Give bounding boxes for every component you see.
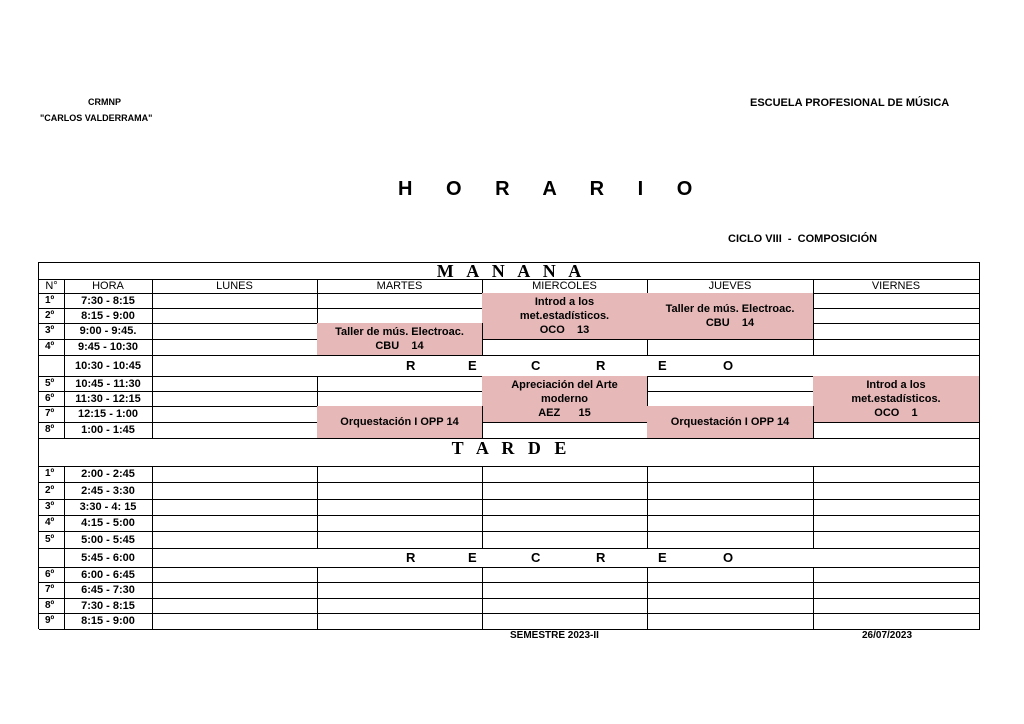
period-number: 6º [39, 567, 65, 583]
afternoon-section-title: T A R D E [39, 438, 980, 467]
empty-slot [482, 531, 648, 549]
period-hour: 8:15 - 9:00 [64, 308, 153, 324]
recreo-letter: E [468, 550, 477, 565]
recreo-letter: R [406, 550, 416, 565]
period-number: 4º [39, 515, 65, 532]
empty-slot [482, 339, 648, 356]
empty-slot [152, 293, 318, 309]
empty-slot [317, 376, 483, 392]
empty-slot [152, 422, 318, 439]
day-header-lunes: LUNES [152, 279, 318, 294]
course-miercoles-arte: Apreciación del Arte moderno AEZ 15 [482, 376, 648, 423]
period-number: 4º [39, 339, 65, 356]
empty-slot [647, 515, 814, 532]
page-title: H O R A R I O [398, 178, 707, 200]
empty-slot [813, 531, 980, 549]
period-number: 2º [39, 308, 65, 324]
period-hour: 8:15 - 9:00 [64, 613, 153, 630]
empty-slot [152, 582, 318, 599]
period-number: 1º [39, 293, 65, 309]
period-number: 9º [39, 613, 65, 630]
empty-slot [152, 499, 318, 516]
empty-slot [647, 339, 814, 356]
cycle-label: CICLO VIII - COMPOSICIÓN [728, 233, 878, 245]
recreo-letter: E [658, 550, 667, 565]
col-number-header: N° [39, 279, 65, 294]
empty-slot [482, 422, 648, 439]
empty-slot [482, 582, 648, 599]
empty-slot [152, 339, 318, 356]
empty-slot [647, 376, 814, 392]
recreo-letter: O [723, 358, 734, 373]
institution-code: CRMNP [88, 97, 121, 107]
recreo-letter: O [723, 550, 734, 565]
empty-slot [482, 567, 648, 583]
afternoon-recreo-row [152, 548, 980, 568]
period-hour: 7:30 - 8:15 [64, 598, 153, 614]
period-hour: 12:15 - 1:00 [64, 406, 153, 423]
empty-slot [482, 466, 648, 483]
course-martes-electroac: Taller de mús. Electroac. CBU 14 [317, 323, 483, 356]
empty-slot [647, 582, 814, 599]
empty-slot [647, 391, 814, 407]
recreo-letter: R [596, 358, 606, 373]
empty-slot [647, 466, 814, 483]
empty-slot [647, 531, 814, 549]
period-hour: 2:45 - 3:30 [64, 482, 153, 500]
period-hour: 9:45 - 10:30 [64, 339, 153, 356]
period-hour: 11:30 - 12:15 [64, 391, 153, 407]
empty-slot [317, 482, 483, 500]
schedule-table [38, 262, 980, 629]
empty-slot [152, 466, 318, 483]
empty-slot [317, 391, 483, 407]
empty-slot [482, 482, 648, 500]
period-hour: 9:00 - 9:45. [64, 323, 153, 340]
course-miercoles-estadisticos: Introd a los met.estadísticos. OCO 13 [482, 293, 648, 340]
empty-slot [813, 482, 980, 500]
empty-slot [317, 515, 483, 532]
period-number [39, 355, 65, 377]
empty-slot [317, 613, 483, 630]
empty-slot [152, 567, 318, 583]
recreo-letter: C [531, 550, 541, 565]
day-header-viernes: VIERNES [813, 279, 980, 294]
empty-slot [152, 308, 318, 324]
empty-slot [482, 613, 648, 630]
empty-slot [647, 598, 814, 614]
period-number: 5º [39, 531, 65, 549]
empty-slot [813, 308, 980, 324]
period-hour: 6:00 - 6:45 [64, 567, 153, 583]
period-hour: 4:15 - 5:00 [64, 515, 153, 532]
empty-slot [482, 598, 648, 614]
empty-slot [813, 422, 980, 439]
empty-slot [152, 376, 318, 392]
empty-slot [813, 567, 980, 583]
period-hour: 3:30 - 4: 15 [64, 499, 153, 516]
school-name: ESCUELA PROFESIONAL DE MÚSICA [750, 97, 950, 109]
course-jueves-orquestacion: Orquestación I OPP 14 [647, 406, 814, 439]
empty-slot [813, 582, 980, 599]
empty-slot [813, 515, 980, 532]
empty-slot [647, 613, 814, 630]
empty-slot [152, 323, 318, 340]
empty-slot [152, 613, 318, 630]
empty-slot [647, 482, 814, 500]
empty-slot [317, 582, 483, 599]
empty-slot [317, 308, 483, 324]
empty-slot [317, 466, 483, 483]
period-hour: 5:00 - 5:45 [64, 531, 153, 549]
empty-slot [813, 323, 980, 340]
recreo-letter: R [596, 550, 606, 565]
period-number: 7º [39, 406, 65, 423]
empty-slot [152, 391, 318, 407]
period-number: 2º [39, 482, 65, 500]
period-hour: 2:00 - 2:45 [64, 466, 153, 483]
date-label: 26/07/2023 [862, 630, 913, 641]
course-viernes-estadisticos: Introd a los met.estadísticos. OCO 1 [813, 376, 980, 423]
period-number: 1º [39, 466, 65, 483]
empty-slot [813, 466, 980, 483]
period-number [39, 548, 65, 568]
empty-slot [317, 567, 483, 583]
period-hour: 10:45 - 11:30 [64, 376, 153, 392]
period-number: 8º [39, 598, 65, 614]
semester-label: SEMESTRE 2023-II [510, 630, 599, 641]
recreo-letter: E [658, 358, 667, 373]
empty-slot [317, 293, 483, 309]
recreo-letter: E [468, 358, 477, 373]
period-hour: 5:45 - 6:00 [64, 548, 153, 568]
empty-slot [482, 515, 648, 532]
empty-slot [813, 613, 980, 630]
empty-slot [152, 598, 318, 614]
empty-slot [647, 567, 814, 583]
day-header-martes: MARTES [317, 279, 483, 294]
period-number: 3º [39, 499, 65, 516]
empty-slot [152, 406, 318, 423]
empty-slot [152, 482, 318, 500]
period-number: 5º [39, 376, 65, 392]
period-hour: 1:00 - 1:45 [64, 422, 153, 439]
empty-slot [317, 499, 483, 516]
empty-slot [813, 293, 980, 309]
course-martes-orquestacion: Orquestación I OPP 14 [317, 406, 483, 439]
period-hour: 7:30 - 8:15 [64, 293, 153, 309]
morning-recreo-row [152, 355, 980, 377]
empty-slot [813, 499, 980, 516]
morning-section-title: M A N A N A [39, 263, 980, 280]
empty-slot [152, 515, 318, 532]
period-hour: 6:45 - 7:30 [64, 582, 153, 599]
empty-slot [482, 499, 648, 516]
period-number: 3º [39, 323, 65, 340]
day-header-miercoles: MIERCOLES [482, 279, 648, 294]
recreo-letter: R [406, 358, 416, 373]
course-jueves-electroac: Taller de mús. Electroac. CBU 14 [647, 293, 814, 340]
institution-name: "CARLOS VALDERRAMA" [40, 113, 153, 123]
empty-slot [813, 339, 980, 356]
empty-slot [317, 531, 483, 549]
period-number: 8º [39, 422, 65, 439]
period-hour: 10:30 - 10:45 [64, 355, 153, 377]
recreo-letter: C [531, 358, 541, 373]
empty-slot [647, 499, 814, 516]
period-number: 6º [39, 391, 65, 407]
empty-slot [813, 598, 980, 614]
empty-slot [317, 598, 483, 614]
day-header-jueves: JUEVES [647, 279, 814, 294]
col-hour-header: HORA [64, 279, 153, 294]
period-number: 7º [39, 582, 65, 599]
empty-slot [152, 531, 318, 549]
